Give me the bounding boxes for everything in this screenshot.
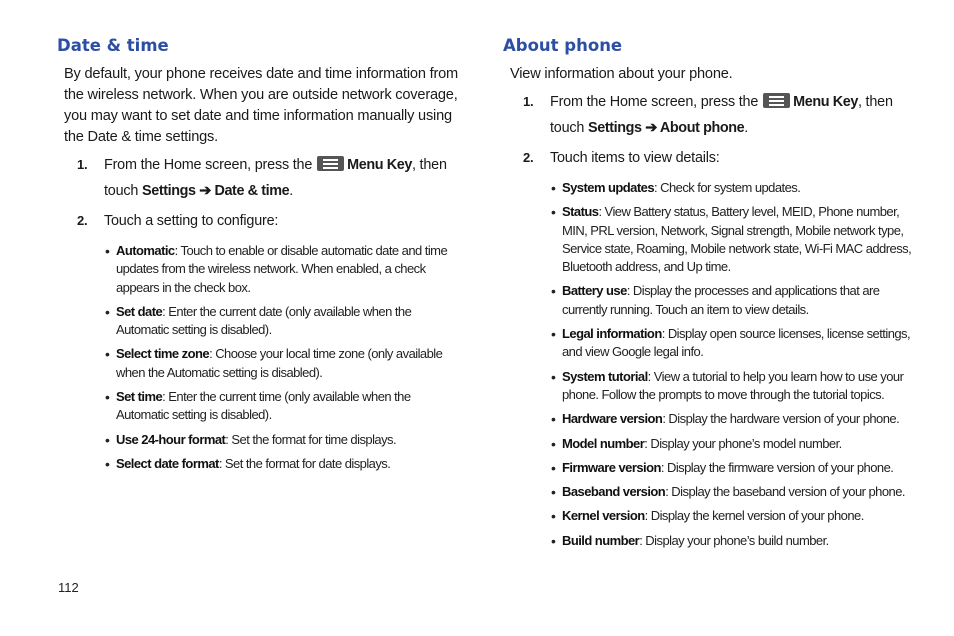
option-term: Use 24-hour format	[116, 431, 226, 447]
option-desc: : View a tutorial to help you learn how to use your phone. Follow the prompts to move through the tutorial topics.	[562, 368, 904, 402]
step-period: .	[744, 120, 749, 136]
option-term: Select time zone	[116, 346, 210, 362]
section-heading-date-time: Date & time	[57, 36, 169, 55]
list-item	[562, 435, 913, 453]
date-time-section	[57, 36, 462, 479]
option-term: System updates	[562, 180, 655, 195]
step-touch: touch	[550, 120, 585, 136]
settings-path: Settings ➔ About phone	[588, 120, 745, 136]
option-term: Set date	[116, 303, 163, 319]
option-desc: : Display the processes and applications that are currently running. Touch an item to view details.	[562, 283, 880, 317]
menu-key-icon	[763, 93, 790, 108]
option-term: Status	[562, 204, 599, 220]
option-desc: : Choose your local time zone (only available when the Automatic setting is disabled).	[116, 346, 443, 380]
option-desc: : Display the baseband version of your phone.	[665, 484, 905, 500]
list-item	[562, 532, 913, 550]
step-text: From the Home screen, press the	[104, 157, 313, 173]
step-1	[503, 89, 913, 141]
option-term: Kernel version	[562, 508, 645, 524]
list-item	[116, 455, 462, 473]
list-item	[562, 410, 913, 428]
step-1	[57, 152, 462, 204]
option-desc: : Display your phone’s build number.	[639, 532, 829, 548]
option-desc: : View Battery status, Battery level, MEID, Phone number, MIN, PRL version, Network, Signal strength, Mobile network type, Service state, Roaming, Mobile network state, Wi-Fi MAC address, Bluetooth address, and Up time.	[562, 204, 912, 275]
date-time-options	[57, 242, 462, 473]
step-text: Touch items to view details:	[550, 150, 720, 166]
option-desc: : Enter the current time (only available when the Automatic setting is disabled).	[116, 389, 411, 423]
date-time-intro: By default, your phone receives date and time information from the wireless network. When you are outside network coverage, you may want to set date and time information manually using the Date & time settings.	[64, 66, 459, 145]
step-touch: touch	[104, 183, 139, 199]
option-term: Set time	[116, 389, 163, 405]
option-desc: : Set the format for date displays.	[218, 455, 391, 471]
option-desc: : Display the firmware version of your phone.	[660, 459, 894, 475]
step-2	[57, 208, 462, 234]
menu-key-label: Menu Key	[347, 157, 412, 173]
step-text-then: , then	[857, 94, 893, 110]
about-phone-section	[503, 36, 913, 556]
step-number: 2.	[523, 150, 534, 165]
step-number: 1.	[523, 94, 534, 109]
option-term: Automatic	[116, 243, 175, 258]
step-number: 2.	[77, 213, 88, 228]
list-item	[116, 431, 462, 449]
list-item	[562, 325, 913, 362]
option-term: Hardware version	[562, 411, 663, 427]
list-item	[116, 242, 462, 297]
option-term: Legal information	[562, 326, 662, 342]
option-desc: : Touch to enable or disable automatic date and time updates from the wireless network. When enabled, a check appears in the check box.	[116, 243, 448, 295]
step-text: Touch a setting to configure:	[104, 213, 279, 229]
settings-path: Settings ➔ Date & time	[142, 183, 290, 199]
list-item	[562, 507, 913, 525]
step-period: .	[289, 183, 294, 199]
option-desc: : Check for system updates.	[654, 180, 801, 195]
list-item	[562, 179, 913, 197]
list-item	[562, 203, 913, 276]
step-2	[503, 145, 913, 171]
step-number: 1.	[77, 157, 88, 172]
option-term: Baseband version	[562, 484, 666, 500]
option-desc: : Display your phone’s model number.	[644, 435, 842, 451]
option-desc: : Enter the current date (only available when the Automatic setting is disabled).	[116, 303, 412, 338]
list-item	[562, 368, 913, 405]
page-number: 112	[58, 580, 79, 595]
step-text-then: , then	[411, 157, 447, 173]
menu-key-icon	[317, 156, 344, 171]
option-term: Battery use	[562, 283, 627, 299]
menu-key-label: Menu Key	[793, 94, 858, 110]
list-item	[116, 345, 462, 382]
option-desc: : Display the hardware version of your phone.	[662, 411, 900, 427]
option-desc: : Display open source licenses, license settings, and view Google legal info.	[562, 326, 911, 360]
list-item	[562, 282, 913, 319]
list-item	[116, 388, 462, 425]
option-term: Build number	[562, 532, 640, 548]
section-heading-about-phone: About phone	[503, 36, 623, 55]
list-item	[116, 303, 462, 340]
option-desc: : Display the kernel version of your phone.	[644, 508, 864, 524]
option-desc: : Set the format for time displays.	[225, 431, 397, 447]
option-term: Select date format	[116, 455, 219, 471]
step-text: From the Home screen, press the	[550, 94, 759, 110]
list-item	[562, 483, 913, 501]
about-phone-options	[503, 179, 913, 550]
about-phone-intro: View information about your phone.	[510, 66, 733, 82]
option-term: Model number	[562, 435, 645, 451]
option-term: Firmware version	[562, 459, 661, 475]
option-term: System tutorial	[562, 368, 648, 384]
list-item	[562, 459, 913, 477]
